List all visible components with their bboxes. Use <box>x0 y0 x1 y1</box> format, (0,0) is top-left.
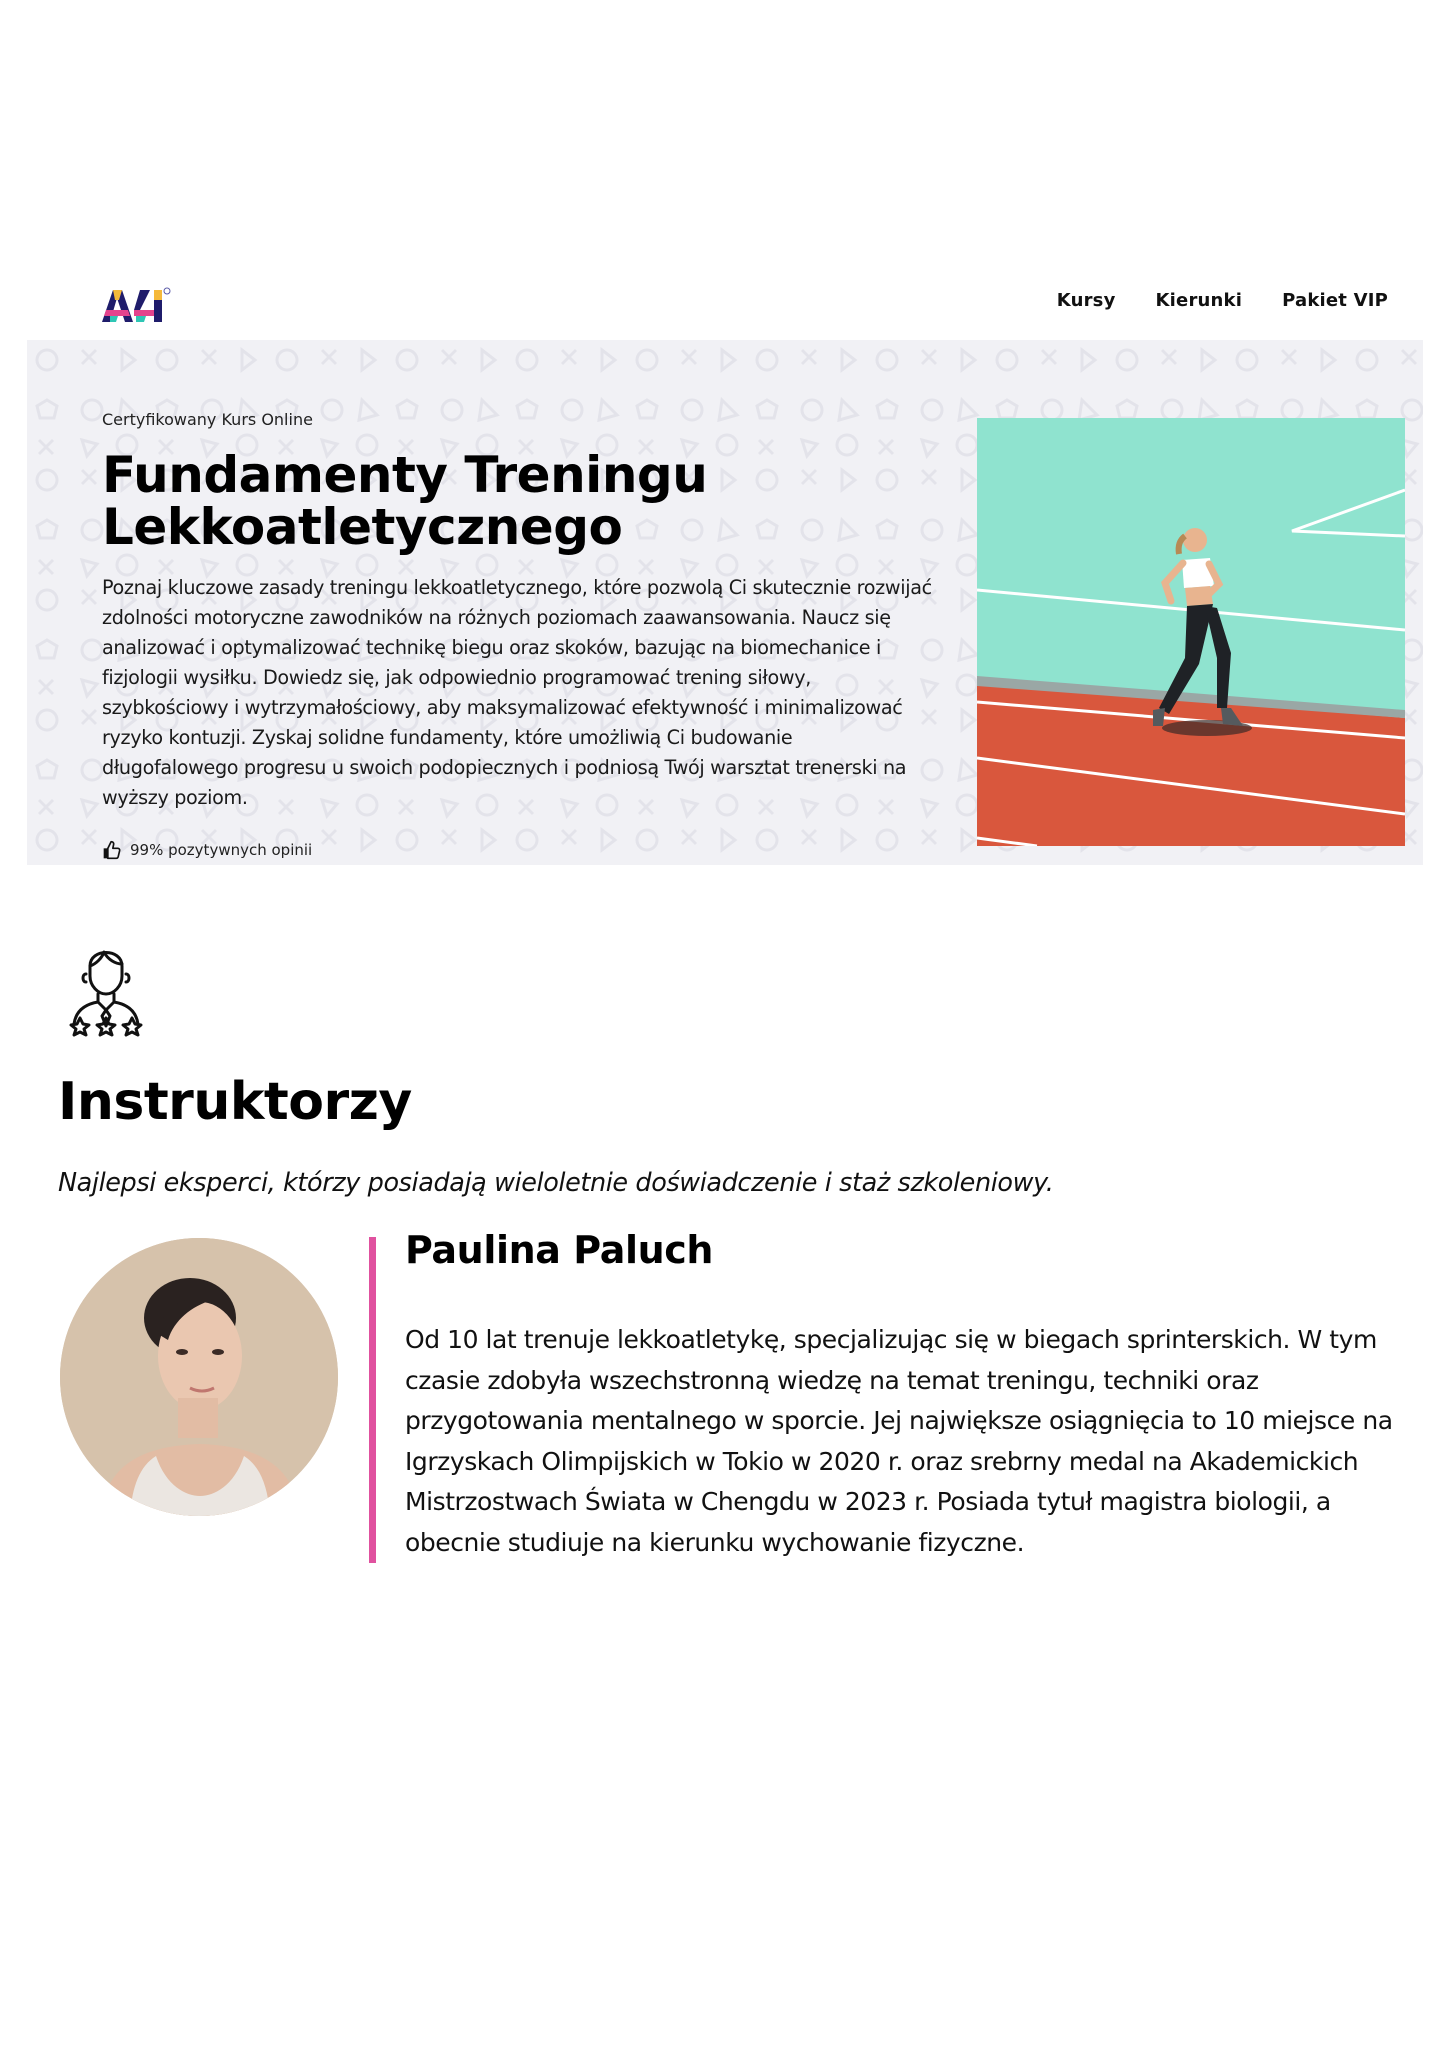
hero-section <box>27 340 1423 865</box>
course-title-line2: Lekkoatletycznego <box>102 498 623 556</box>
instructor-stars-icon <box>66 936 146 1040</box>
nav-kierunki[interactable]: Kierunki <box>1155 290 1243 311</box>
instructor-photo <box>60 1238 338 1516</box>
instructor-name: Paulina Paluch <box>405 1228 714 1272</box>
instructors-subtitle: Najlepsi eksperci, którzy posiadają wieloletnie doświadczenie i staż szkoleniowy. <box>58 1168 1054 1198</box>
nav-pakiet-vip[interactable]: Pakiet VIP <box>1282 290 1388 311</box>
logo[interactable] <box>100 286 172 326</box>
main-nav <box>1017 290 1388 311</box>
nav-kursy[interactable]: Kursy <box>1056 290 1116 311</box>
thumbs-up-icon <box>102 840 122 860</box>
hero-image <box>977 418 1405 846</box>
course-title-line1: Fundamenty Treningu <box>102 446 708 504</box>
instructor-accent-bar <box>369 1237 376 1563</box>
course-eyebrow: Certyfikowany Kurs Online <box>102 410 313 429</box>
a4-logo-icon <box>100 286 172 326</box>
instructors-title: Instruktorzy <box>58 1072 412 1132</box>
rating-text: 99% pozytywnych opinii <box>130 841 313 859</box>
course-title <box>102 446 932 556</box>
hero-content <box>102 410 932 813</box>
instructor-avatar <box>60 1238 338 1516</box>
runner-photo <box>977 418 1405 846</box>
course-description: Poznaj kluczowe zasady treningu lekkoatletycznego, które pozwolą Ci skutecznie rozwijać zdolności motoryczne zawodników na różnych poziomach zaawansowania. Naucz się analizować i optymalizować technikę biegu oraz skoków, bazując na biomechanice i fizjologii wysiłku. Dowiedz się, jak odpowiednio programować trening siłowy, szybkościowy i wytrzymałościowy, aby maksymalizować efektywność i minimalizować ryzyko kontuzji. Zyskaj solidne fundamenty, które umożliwią Ci budowanie długofalowego progresu u swoich podopiecznych i podniosą Twój warsztat trenerski na wyższy poziom. <box>102 576 932 809</box>
rating-badge <box>102 840 312 860</box>
instructor-bio: Od 10 lat trenuje lekkoatletykę, specjalizując się w biegach sprinterskich. W tym czasie zdobyła wszechstronną wiedzę na temat treningu, techniki oraz przygotowania mentalnego w sporcie. Jej największe osiągnięcia to 10 miejsce na Igrzyskach Olimpijskich w Tokio w 2020 r. oraz srebrny medal na Akademickich Mistrzostwach Świata w Chengdu w 2023 r. Posiada tytuł magistra biologii, a obecnie studiuje na kierunku wychowanie fizyczne. <box>405 1325 1393 1557</box>
